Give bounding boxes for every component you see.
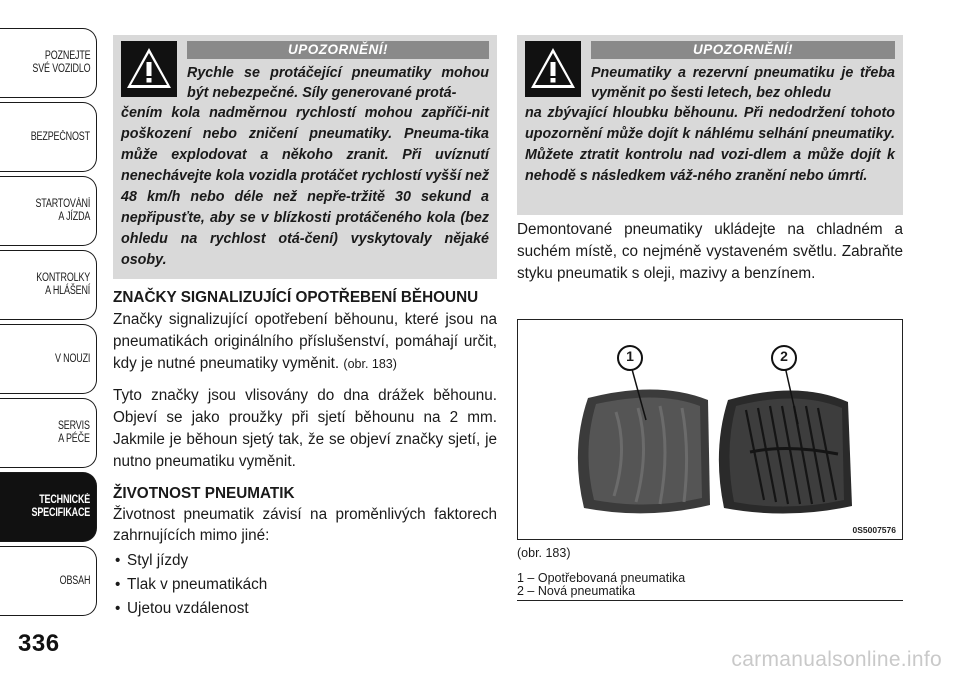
list-item: • Tlak v pneumatikách xyxy=(113,573,497,597)
tab-label: V NOUZI xyxy=(54,352,90,365)
tab-label: POZNEJTE SVÉ VOZIDLO xyxy=(31,50,90,75)
tab-technicke-specifikace[interactable] xyxy=(0,472,97,542)
figure-code: 0S5007576 xyxy=(852,525,896,535)
warning-text: čením kola nadměrnou rychlostí mohou zapříči-nit poškození nebo zničení pneumatiky. Pneuma-tika může explodovat a někoho zranit. Při uvíznutí nenechávejte kola vozidla protáčet rychlostí vyšší než 48 km/h nebo déle než nepře-tržitě 30 sekund a nepřipusťte, aby se v blízkosti protáčeného kola (bez ohledu na rychlost otá-čení) vyskytovaly nějaké osoby. xyxy=(121,105,489,268)
tab-startovani-a-jizda[interactable] xyxy=(0,176,97,246)
figure-reference: (obr. 183) xyxy=(343,356,397,371)
warning-box-right xyxy=(517,35,903,215)
tab-label: SERVIS A PÉČE xyxy=(58,420,90,445)
tab-bezpecnost[interactable] xyxy=(0,102,97,172)
paragraph-tire-life: Životnost pneumatik závisí na proměnlivých faktorech zahrnujících mimo jiné: xyxy=(113,505,497,545)
callout-1-label: 1 xyxy=(626,348,634,364)
tab-poznejte-sve-vozidlo[interactable] xyxy=(0,28,97,98)
warning-triangle-icon xyxy=(525,41,581,97)
paragraph-tread-wear-1 xyxy=(113,309,497,375)
tab-label: BEZPEČNOST xyxy=(30,130,90,143)
list-item: • Styl jízdy xyxy=(113,549,497,573)
figure-legend xyxy=(517,572,903,601)
tab-kontrolky-a-hlaseni[interactable] xyxy=(0,250,97,320)
callout-2-label: 2 xyxy=(780,348,788,364)
tab-v-nouzi[interactable] xyxy=(0,324,97,394)
warning-text-lead: Pneumatiky a rezervní pneumatiku je třeba vyměnit po šesti letech, bez ohledu xyxy=(591,65,895,101)
watermark: carmanualsonline.info xyxy=(731,648,942,671)
paragraph-text: Značky signalizující opotřebení běhounu, které jsou na pneumatikách originálního příslušenství, pomáhají určit, kdy je nutné pneumatiky vyměnit. xyxy=(113,311,497,372)
page-number: 336 xyxy=(18,630,60,657)
tab-label: TECHNICKÉ SPECIFIKACE xyxy=(31,494,90,519)
tab-obsah[interactable] xyxy=(0,546,97,616)
section-heading-tread-wear: ZNAČKY SIGNALIZUJÍCÍ OPOTŘEBENÍ BĚHOUNU xyxy=(113,289,479,306)
new-tire-image xyxy=(719,390,852,513)
warning-title: UPOZORNĚNÍ! xyxy=(187,41,489,59)
tab-label: STARTOVÁNÍ A JÍZDA xyxy=(35,198,90,223)
warning-triangle-icon xyxy=(121,41,177,97)
tires-illustration xyxy=(518,320,902,539)
figure-tires xyxy=(517,319,903,540)
warning-title: UPOZORNĚNÍ! xyxy=(591,41,895,59)
paragraph-storage: Demontované pneumatiky ukládejte na chladném a suchém místě, co nejméně vystaveném světlu. Zabraňte styku pneumatik s oleji, mazivy a benzínem. xyxy=(517,221,903,282)
warning-text-lead: Rychle se protáčející pneumatiky mohou být nebezpečné. Síly generované protá- xyxy=(187,65,489,101)
legend-item: 1 – Opotřebovaná pneumatika xyxy=(517,571,686,585)
warning-text: na zbývající hloubku běhounu. Při nedodržení tohoto upozornění může dojít k náhlému selhání pneumatiky. Můžete ztratit kontrolu nad vozi-dlem a může dojít k nehodě s následkem váž-ného zranění nebo úmrtí. xyxy=(525,105,895,184)
section-heading-tire-life: ŽIVOTNOST PNEUMATIK xyxy=(113,484,295,502)
tab-label: OBSAH xyxy=(59,574,90,587)
tire-life-factors-list xyxy=(113,549,497,621)
tab-servis-a-pece[interactable] xyxy=(0,398,97,468)
paragraph-tread-wear-2: Tyto značky jsou vlisovány do dna drážek běhounu. Objeví se jako proužky při sjetí běhounu na 2 mm. Jakmile je běhoun sjetý tak, že se objeví značky sjetí, je nutno pneumatiku vyměnit. xyxy=(113,387,497,470)
warning-box-left xyxy=(113,35,497,279)
list-item: • Ujetou vzdálenost xyxy=(113,597,497,621)
tab-label: KONTROLKY A HLÁŠENÍ xyxy=(36,272,90,297)
worn-tire-image xyxy=(578,389,710,513)
figure-caption: (obr. 183) xyxy=(517,546,571,560)
left-column xyxy=(113,287,497,621)
legend-item: 2 – Nová pneumatika xyxy=(517,584,636,598)
